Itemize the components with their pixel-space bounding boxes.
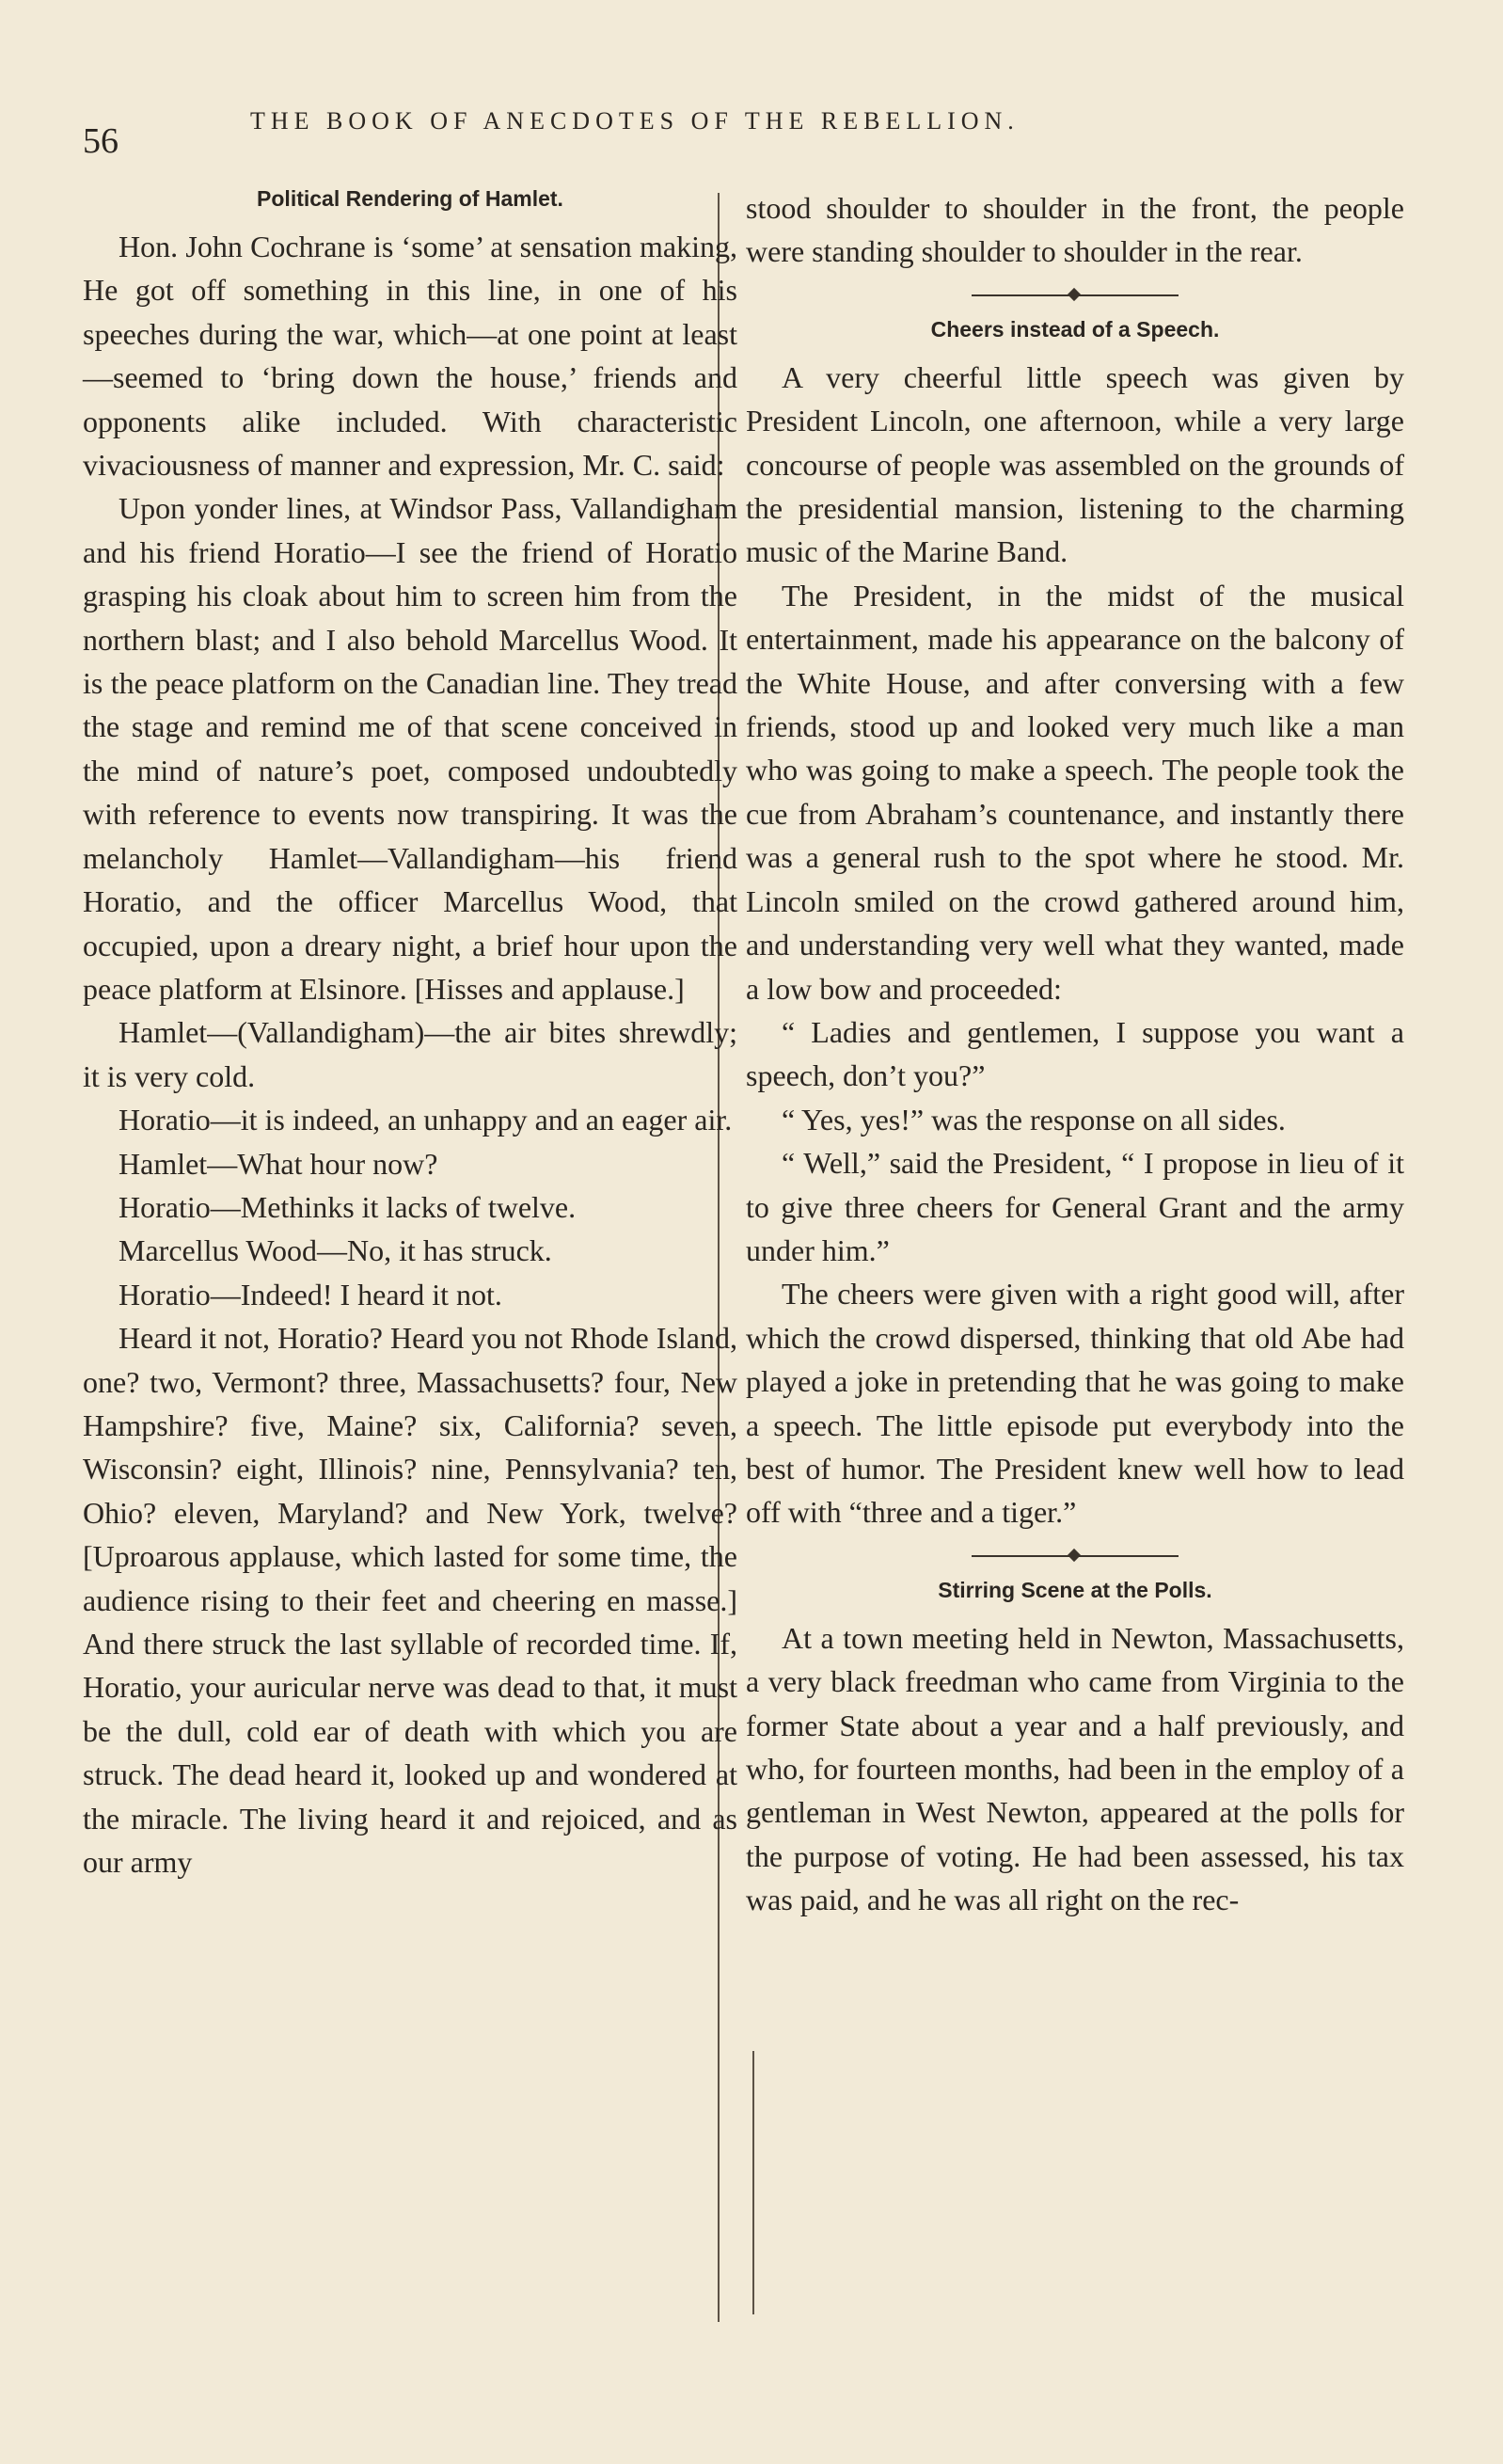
section-heading-hamlet: Political Rendering of Hamlet. — [257, 186, 563, 211]
column-rule-right — [752, 2051, 754, 2314]
section-heading-cheers: Cheers instead of a Speech. — [930, 316, 1220, 342]
continuation-paragraph: stood shoulder to shoulder in the front, the people were standing shoulder to shoulder in the rear. — [746, 191, 1404, 269]
paragraph: “ Ladies and gentlemen, I suppose you want a speech, don’t you?” — [746, 1014, 1404, 1093]
paragraph: “ Well,” said the President, “ I propose in lieu of it to give three cheers for General Grant and the army under him.” — [746, 1146, 1404, 1267]
right-column — [746, 186, 1404, 1922]
paragraph: Marcellus Wood—No, it has struck. — [119, 1233, 552, 1268]
paragraph: The President, in the midst of the musical entertainment, made his appearance on the balcony of the White House, and after conversing with a few friends, stood up and looked very much like a man who was going to make a speech. The people took the cue from Abraham’s countenance, and instantly there was a general rush to the spot where he stood. Mr. Lincoln smiled on the crowd gathered around him, and understanding very well what they wanted, made a low bow and proceeded: — [746, 578, 1404, 1006]
paragraph: Horatio—Indeed! I heard it not. — [119, 1277, 502, 1311]
paragraph: At a town meeting held in Newton, Massachusetts, a very black freedman who came from Virginia to the former State about a year and a half previously, and who, for fourteen months, had been in the employ of a gentleman in West Newton, appeared at the polls for the purpose of voting. He had been assessed, his tax was paid, and he was all right on the rec- — [746, 1620, 1404, 1917]
paragraph: Heard it not, Horatio? Heard you not Rhode Island, one? two, Vermont? three, Massachusetts? four, New Hampshire? five, Maine? six, California? seven, Wisconsin? eight, Illinois? nine, Pennsylvania? ten, Ohio? eleven, Maryland? and New York, twelve? [Uproarous applause, which lasted for some time, the audience rising to their feet and cheering en masse.] And there struck the last syllable of recorded time. If, Horatio, your auricular nerve was dead to that, it must be the dull, cold ear of death with which you are struck. The dead heard it, looked up and wondered at the miracle. The living heard it and rejoiced, and as our army — [83, 1321, 737, 1880]
paragraph: The cheers were given with a right good will, after which the crowd dispersed, thinking that old Abe had played a joke in pretending that he was going to make a speech. The little episode put everybody into the best of humor. The President knew well how to lead off with “three and a tiger.” — [746, 1277, 1404, 1530]
paragraph: Hon. John Cochrane is ‘some’ at sensation making, He got off something in this line, in one of his speeches during the war, which—at one point at least—seemed to ‘bring down the house,’ friends and opponents alike included. With characteristic vivaciousness of manner and expression, Mr. C. said: — [83, 230, 737, 483]
page-number: 56 — [83, 121, 119, 161]
running-head: THE BOOK OF ANECDOTES OF THE REBELLION. — [250, 107, 1020, 135]
paragraph: Horatio—Methinks it lacks of twelve. — [119, 1189, 577, 1224]
paragraph: “ Yes, yes!” was the response on all sides. — [782, 1102, 1286, 1137]
paragraph: Upon yonder lines, at Windsor Pass, Vallandigham and his friend Horatio—I see the friend of Horatio grasping his cloak about him to screen him from the northern blast; and I also behold Marcellus Wood. It is the peace platform on the Canadian line. They tread the stage and remind me of that scene conceived in the mind of nature’s poet, composed undoubtedly with reference to events now transpiring. It was the melancholy Hamlet—Vallandigham—his friend Horatio, and the officer Marcellus Wood, that occupied, upon a dreary night, a brief hour upon the peace platform at Elsinore. [Hisses and applause.] — [83, 491, 737, 1006]
paragraph: A very cheerful little speech was given by President Lincoln, one afternoon, while a very large concourse of people was assembled on the grounds of the presidential mansion, listening to the charming music of the Marine Band. — [746, 359, 1404, 569]
paragraph: Horatio—it is indeed, an unhappy and an eager air. — [119, 1103, 733, 1137]
section-separator — [972, 294, 1179, 296]
section-separator — [972, 1555, 1179, 1557]
paragraph: Hamlet—(Vallandigham)—the air bites shrewdly; it is very cold. — [83, 1015, 737, 1093]
left-column — [83, 186, 737, 1884]
paragraph: Hamlet—What hour now? — [119, 1146, 438, 1181]
section-heading-polls: Stirring Scene at the Polls. — [938, 1577, 1212, 1602]
